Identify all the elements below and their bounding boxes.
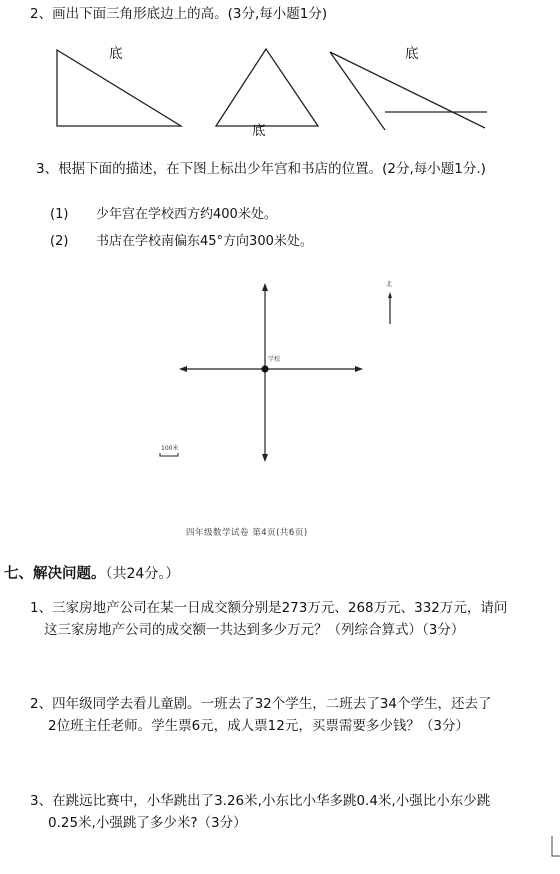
section-note: （共24分。） (105, 566, 180, 582)
problem-2-line-2: 2位班主任老师。学生票6元，成人票12元，买票需要多少钱？（3分） (48, 718, 469, 734)
triangle-3-edge-b (330, 52, 485, 128)
section-title (4, 562, 179, 583)
arrow-left (179, 366, 187, 372)
base-label-1: 底 (109, 46, 123, 62)
q3-item-1-num: (1) (50, 207, 69, 222)
arrow-up (262, 283, 268, 291)
q3-item-2-num: (2) (50, 234, 69, 249)
north-arrow-head (388, 292, 392, 298)
problem-1-line-2: 这三家房地产公司的成交额一共达到多少万元？（列综合算式）（3分） (44, 622, 465, 638)
corner-mark (552, 836, 560, 856)
problem-1-line-1: 1、三家房地产公司在某一日成交额分别是273万元、268万元、332万元，请问 (30, 600, 508, 616)
problem-3-line-1: 3、在跳远比赛中，小华跳出了3.26米,小东比小华多跳0.4米,小强比小东少跳 (30, 793, 491, 809)
problem-3-line-2: 0.25米,小强跳了多少米?（3分） (48, 815, 247, 831)
arrow-right (355, 366, 363, 372)
school-dot (261, 365, 268, 372)
section-title-text: 七、解决问题。 (4, 566, 106, 582)
school-label: 学校 (268, 356, 281, 363)
north-label: 北 (386, 281, 393, 288)
scale-bar (160, 453, 178, 456)
q2-text: 2、画出下面三角形底边上的高。(3分,每小题1分) (30, 6, 328, 22)
base-label-3: 底 (405, 46, 419, 62)
problem-2-line-1: 2、四年级同学去看儿童剧。一班去了32个学生，二班去了34个学生，还去了 (30, 696, 492, 712)
triangle-3-edge-a (330, 52, 385, 130)
arrow-down (262, 454, 268, 462)
triangle-2 (216, 49, 318, 126)
q3-text: 3、根据下面的描述，在下图上标出少年宫和书店的位置。(2分,每小题1分.) (36, 161, 486, 177)
page-footer: 四年级数学试卷 第4页(共6页) (186, 528, 308, 538)
q3-item-2-text: 书店在学校南偏东45°方向300米处。 (96, 234, 313, 249)
scale-label: 100米 (161, 445, 179, 452)
base-label-2: 底 (252, 123, 266, 139)
q3-item-1-text: 少年宫在学校西方约400米处。 (96, 207, 277, 222)
